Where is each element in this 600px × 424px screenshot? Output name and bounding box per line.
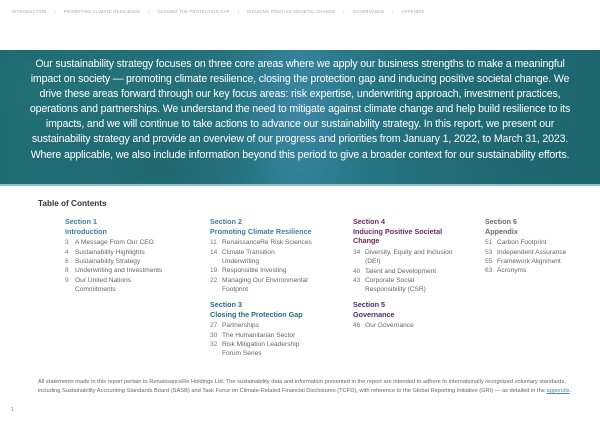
toc-entry[interactable] [353,248,453,267]
page-number: 30 [210,331,218,339]
footnote-text-end: . [569,387,572,394]
toc-section-4 [353,217,453,295]
page-number-footer: 1 [11,407,14,413]
entry-label: Independent Assurance [497,248,567,256]
toc-entry[interactable] [485,266,595,275]
nav-separator: | [237,8,240,14]
entry-label: The Humanitarian Sector [222,331,296,339]
page-number: 9 [65,276,69,284]
page-number: 55 [485,258,493,265]
entry-label: Climate Transition Underwriting [222,248,275,265]
section-title[interactable]: Appendix [485,226,518,236]
nav-introduction[interactable]: INTRODUCTION [12,8,47,14]
toc-section-6 [485,217,595,276]
entry-label: Framework Alignment [497,258,561,265]
section-label: Section 5 [353,300,385,309]
toc-entry[interactable] [210,238,330,247]
page-number: 22 [210,276,218,284]
entry-label: Responsible Investing [222,267,287,275]
page-number: 43 [353,277,361,284]
entry-label: RenaissanceRe Risk Sciences [222,239,312,247]
footnote-text: All statements made in this report pertain to RenaissanceRe Holdings Ltd. The sustainability data and information presented in the report are intended to adhere to internationally recognized voluntary standards, including Sustainability Accounting Standards Board (SASB) and Task Force on Climate-Related Financial Disclosures (TCFD), with reference to the Global Reporting Initiative (GRI) — as detailed in the [38,379,566,394]
entry-label: A Message From Our CEO [75,239,154,247]
entry-label: Risk Mitigation Leadership Forum Series [222,341,300,358]
page-number: 3 [65,239,69,247]
nav-promoting-climate-resilience[interactable]: PROMOTING CLIMATE RESILIENCE [63,8,141,14]
toc-entry[interactable] [353,267,453,276]
toc-entry[interactable] [485,238,595,247]
entry-label: Sustainability Highlights [75,248,145,256]
toc-entry[interactable] [65,238,185,247]
entry-label: Diversity, Equity and Inclusion (DEI) [365,248,453,266]
section-label: Section 6 [485,217,517,226]
toc-section-3 [210,300,330,359]
nav-closing-protection-gap[interactable]: CLOSING THE PROTECTION GAP [157,8,230,14]
toc-entry[interactable] [65,276,161,295]
nav-appendix[interactable]: APPENDIX [401,8,425,14]
entry-label: Partnerships [222,322,260,330]
nav-separator: | [148,8,150,14]
page-number: 27 [210,322,218,330]
section-title[interactable]: Inducing Positive Societal Change [353,226,443,246]
toc-entry[interactable] [210,340,310,359]
section-label: Section 3 [210,300,242,309]
entry-label: Talent and Development [365,267,437,275]
section-label: Section 2 [210,217,242,226]
page-number: 8 [65,267,69,275]
toc-entry[interactable] [485,248,595,257]
nav-separator: | [54,8,56,14]
entry-label: Underwriting and Investments [75,267,163,275]
entry-label: Managing Our Environmental Footprint [222,276,308,294]
section-title[interactable]: Closing the Protection Gap [210,309,303,319]
page-number: 14 [210,248,218,256]
nav-governance[interactable]: GOVERNANCE [352,8,385,14]
section-title[interactable]: Introduction [65,226,107,236]
page-number: 53 [485,248,493,256]
page-number: 6 [65,258,69,265]
toc-entry[interactable] [353,321,453,330]
toc-section-5 [353,300,453,331]
section-title[interactable]: Governance [353,309,395,319]
page-number: 34 [353,248,361,256]
section-label: Section 1 [65,217,97,226]
page-number: 11 [210,239,217,247]
toc-entry[interactable] [65,248,185,257]
table-of-contents-title: Table of Contents [38,199,107,208]
nav-separator: | [392,8,394,14]
page-number: 51 [485,239,493,247]
top-navigation [0,0,600,22]
disclaimer-footnote [38,378,578,396]
appendix-link[interactable]: appendix [546,387,570,394]
toc-section-1 [65,217,185,295]
section-title[interactable]: Promoting Climate Resilience [210,226,312,236]
page-number: 19 [210,267,218,275]
nav-separator: | [343,8,345,14]
page-number: 63 [485,267,493,275]
entry-label: Acronyms [497,267,527,275]
toc-entry[interactable] [210,248,305,267]
page-number: 32 [210,341,218,348]
page-number: 40 [353,267,361,275]
entry-label: Corporate Social Responsibility (CSR) [365,277,426,294]
toc-entry[interactable] [210,331,330,340]
section-label: Section 4 [353,217,385,226]
toc-entry[interactable] [65,266,185,275]
toc-entry[interactable] [210,276,320,295]
entry-label: Sustainability Strategy [75,258,141,265]
page-number: 46 [353,322,361,330]
page-number: 4 [65,248,69,256]
toc-entry[interactable] [65,257,185,266]
entry-label: Carbon Footprint [497,239,547,247]
intro-paragraph: Our sustainability strategy focuses on three core areas where we apply our business strengths to make a meaningful impact on society — promoting climate resilience, closing the protection gap and inducing positive societal change. We drive these areas forward through our key focus areas: risk expertise, underwriting approach, investment practices, operations and partnerships. We understand the need to mitigate against climate change and help build resilience to its impacts, and we will continue to take actions to advance our sustainability strategy. In this report, we present our sustainability strategy and provide an overview of our progress and priorities from January 1, 2022, to March 31, 2023. Where applicable, we also include information beyond this period to give a broader context for our sustainability efforts. [29,58,571,161]
toc-entry[interactable] [353,276,453,295]
intro-banner [0,50,600,186]
entry-label: Our Governance [365,322,414,330]
toc-entry[interactable] [210,266,330,275]
toc-section-2 [210,217,330,295]
toc-entry[interactable] [210,321,330,330]
toc-entry[interactable] [485,257,595,266]
nav-inducing-positive-societal-change[interactable]: INDUCING POSITIVE SOCIETAL CHANGE [247,8,336,14]
entry-label: Our United Nations Commitments [75,276,132,294]
